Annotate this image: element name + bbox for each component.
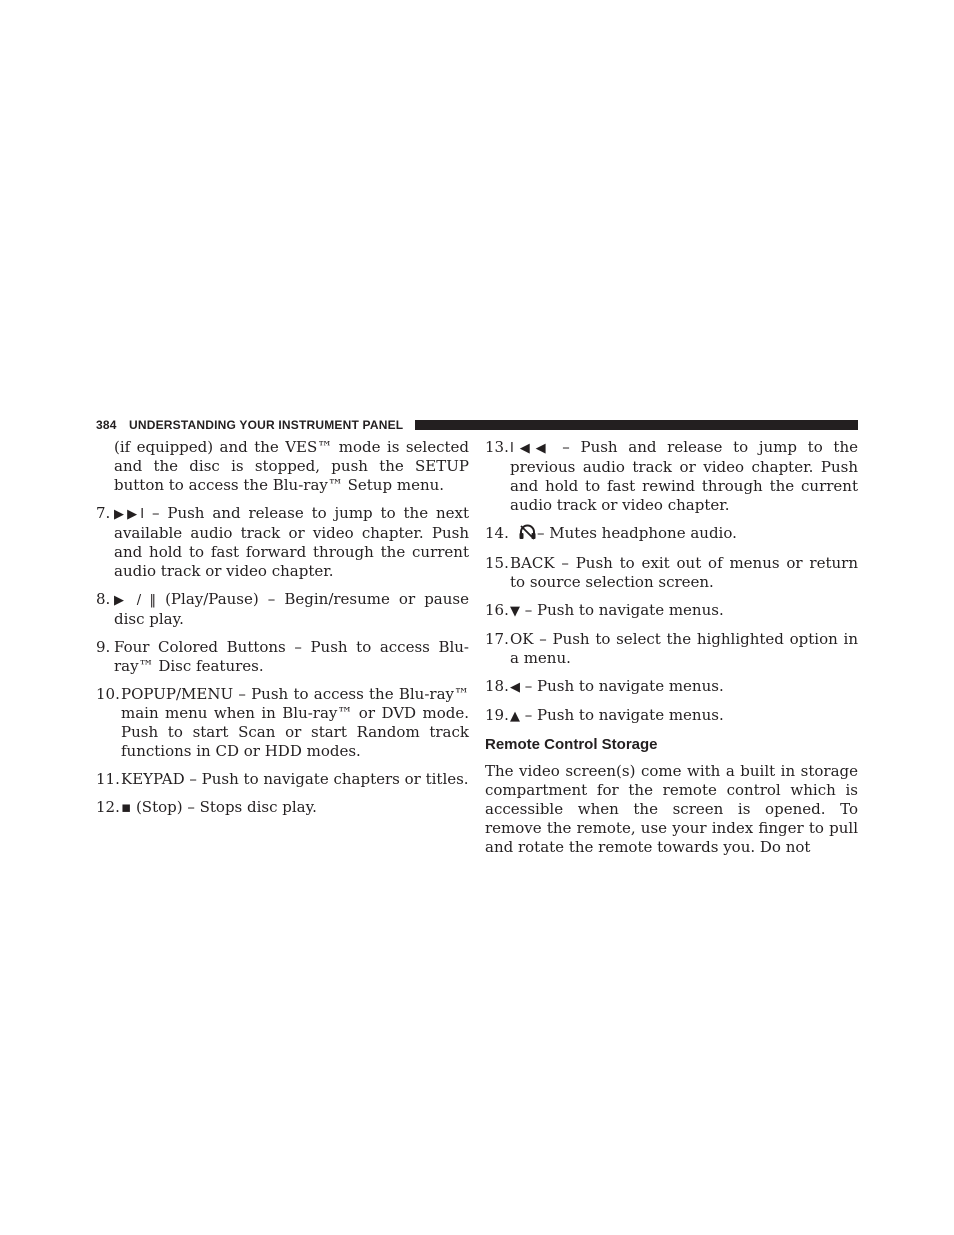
item-text: – Mutes headphone audio. [510, 524, 858, 545]
play-pause-icon: ▶ / ‖ [114, 593, 157, 608]
item-text: ▶▶I – Push and release to jump to the next available audio track or video chapter. Push and hold to fast forward through the current audio track or video chapter. [114, 504, 469, 580]
list-item-8 [96, 590, 469, 629]
right-column [485, 438, 858, 857]
item-text: ▲ – Push to navigate menus. [510, 706, 724, 724]
item-number: 8. [96, 590, 111, 608]
left-column [96, 438, 469, 826]
item-number: 12. [96, 798, 120, 816]
list-item-16 [485, 601, 858, 621]
item-text: KEYPAD – Push to navigate chapters or titles. [121, 770, 469, 788]
item-number: 16. [485, 601, 509, 619]
item-number: 11. [96, 770, 120, 788]
list-item-17 [485, 630, 858, 668]
list-item-19 [485, 706, 858, 726]
item-number: 14. [485, 524, 509, 542]
item-number: 7. [96, 504, 111, 522]
section-title: UNDERSTANDING YOUR INSTRUMENT PANEL [129, 418, 404, 432]
item-number: 10. [96, 685, 120, 703]
subheading-remote-storage: Remote Control Storage [485, 736, 658, 753]
item-number: 9. [96, 638, 111, 656]
item-text: ▶ / ‖ (Play/Pause) – Begin/resume or pause disc play. [114, 590, 469, 628]
list-item-7 [96, 504, 469, 581]
list-item-15 [485, 554, 858, 592]
previous-track-icon: I◀◀ [510, 441, 552, 456]
down-arrow-icon: ▼ [510, 604, 520, 619]
stop-icon: ▪ [121, 798, 132, 816]
item-text: ◀ – Push to navigate menus. [510, 677, 724, 695]
list-item-9 [96, 638, 469, 676]
headphone-mute-icon [518, 524, 537, 545]
item-number: 18. [485, 677, 509, 695]
item-text: ▪ (Stop) – Stops disc play. [121, 798, 317, 816]
item-text: ▼ – Push to navigate menus. [510, 601, 724, 619]
list-item-12 [96, 798, 469, 817]
list-item-13 [485, 438, 858, 515]
list-item-10 [96, 685, 469, 761]
list-item-11 [96, 770, 469, 789]
item-number: 19. [485, 706, 509, 724]
item-text: Four Colored Buttons – Push to access Blu-ray™ Disc features. [114, 638, 469, 675]
continuation-text: (if equipped) and the VES™ mode is selected and the disc is stopped, push the SETUP button to access the Blu-ray™ Setup menu. [114, 438, 469, 494]
page-number: 384 [96, 418, 117, 432]
next-track-icon: ▶▶I [114, 507, 145, 522]
item-text: POPUP/MENU – Push to access the Blu-ray™ main menu when in Blu-ray™ or DVD mode. Push to start Scan or start Random track functions in CD or HDD modes. [121, 685, 469, 760]
item-number: 17. [485, 630, 509, 648]
list-item-14 [485, 524, 858, 545]
item-text: OK – Push to select the highlighted option in a menu. [510, 630, 858, 667]
body-paragraph: The video screen(s) come with a built in storage compartment for the remote control which is accessible when the screen is opened. To remove the remote, use your index finger to pull and rotate the remote towards you. Do not [485, 762, 858, 856]
up-arrow-icon: ▲ [510, 709, 520, 724]
list-item-18 [485, 677, 858, 697]
page-header [96, 417, 858, 433]
left-arrow-icon: ◀ [510, 680, 520, 695]
item-text: BACK – Push to exit out of menus or return to source selection screen. [510, 554, 858, 591]
header-rule [415, 420, 858, 430]
item-text: I◀◀ – Push and release to jump to the previous audio track or video chapter. Push and hold to fast rewind through the current audio track or video chapter. [510, 438, 858, 514]
item-number: 13. [485, 438, 509, 456]
item-number: 15. [485, 554, 509, 572]
